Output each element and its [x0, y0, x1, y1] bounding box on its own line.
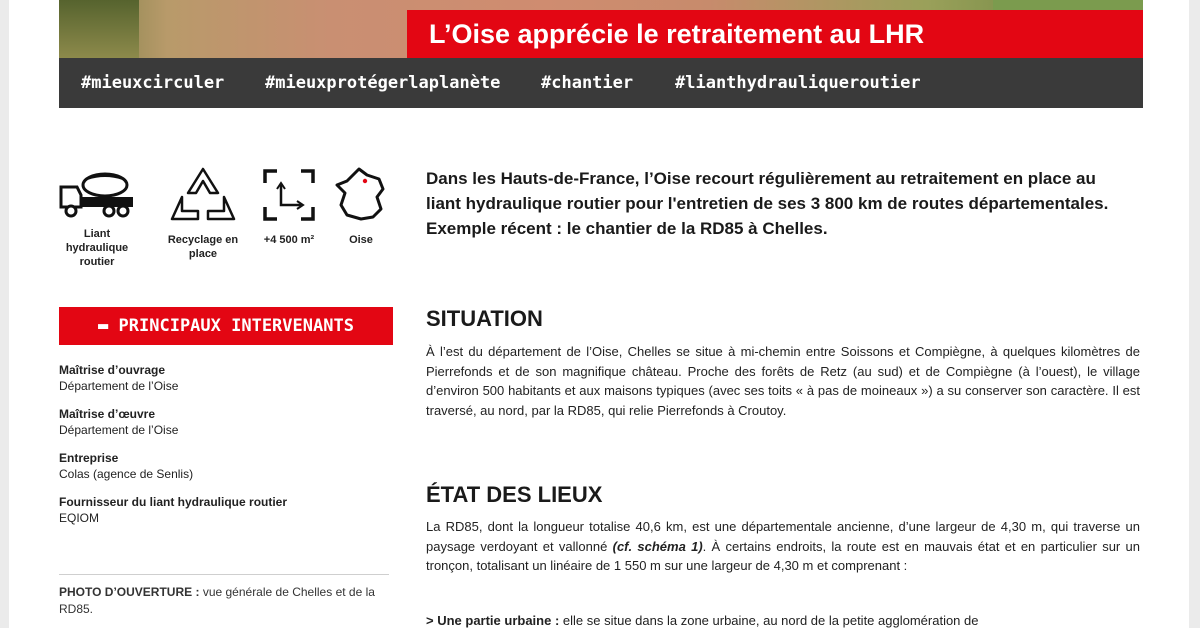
bullet-lead: > Une partie urbaine : [426, 613, 560, 628]
etat-bullet [426, 611, 1140, 628]
france-map-icon [331, 165, 391, 225]
truck-icon [57, 165, 139, 219]
section-heading-situation: SITUATION [426, 306, 543, 331]
key-figures [55, 165, 395, 285]
caption-text: vue générale de Chelles et de la RD85. [59, 585, 375, 616]
key-figure-recycling [163, 165, 243, 261]
role-value: EQIOM [59, 511, 100, 525]
role-value: Département de l’Oise [59, 379, 179, 393]
situation-paragraph: À l’est du département de l’Oise, Chelles se situe à mi-chemin entre Soissons et Compiègne, à quelques kilomètres de Pierrefonds et de son magnifique château. Proche des forêts de Retz (au sud) et de Compiègne (à l’ouest), le village d’environ 500 habitants et aux maisons typiques (avec ses toits « à pas de moineaux ») a su conserver son caractère. Il est traversé, au nord, par la RD85, qui relie Pierrefonds à Croutoy. [426, 344, 1140, 418]
hashtag[interactable]: #lianthydrauliqueroutier [675, 73, 921, 93]
area-icon [259, 165, 319, 225]
role-item [59, 494, 389, 526]
title-banner: L’Oise apprécie le retraitement au LHR [407, 10, 1143, 58]
role-item [59, 406, 389, 438]
role-item [59, 450, 389, 482]
caption-label: PHOTO D’OUVERTURE : [59, 585, 200, 599]
key-figure-label: Recyclage en place [167, 234, 239, 260]
schema-reference: (cf. schéma 1) [612, 538, 703, 554]
hashtag[interactable]: #mieuxprotégerlaplanète [265, 73, 501, 93]
hashtag[interactable]: #chantier [541, 73, 634, 93]
photo-caption [59, 584, 389, 618]
etat-text-before: La RD85, dont la longueur totalise 40,6 km, est une départementale ancienne, d’une largeur de 4,30 m, qui traverse un paysage verdoyant et vallonné [426, 519, 1140, 554]
role-title: Maîtrise d’œuvre [59, 407, 156, 421]
section-heading-intervenants [59, 307, 393, 345]
recycle-icon [168, 165, 238, 225]
role-title: Maîtrise d’ouvrage [59, 363, 166, 377]
role-value: Département de l’Oise [59, 423, 179, 437]
photo-ridge [59, 0, 139, 58]
role-item [59, 362, 389, 394]
role-title: Entreprise [59, 451, 119, 465]
etat-paragraph [426, 517, 1140, 576]
key-figure-binder [57, 165, 137, 269]
section-heading-etat: ÉTAT DES LIEUX [426, 482, 603, 507]
hashtag-bar [59, 58, 1143, 108]
intervenants-list [59, 362, 389, 538]
key-figure-location [321, 165, 401, 247]
key-figure-label: +4 500 m² [263, 234, 315, 246]
hashtag[interactable]: #mieuxcirculer [81, 73, 225, 93]
etat-text-after: . À certains endroits, la route est en mauvais état et en particulier sur un tronçon, totalisant un linéaire de 1 550 m sur une largeur de 4,30 m et comprenant : [426, 538, 1140, 573]
bullet-text: elle se situe dans la zone urbaine, au nord de la petite agglomération de [562, 613, 979, 628]
role-value: Colas (agence de Senlis) [59, 467, 194, 481]
intervenants-heading-text: PRINCIPAUX INTERVENANTS [118, 316, 354, 336]
key-figure-label: Oise [349, 234, 373, 246]
document-page [9, 0, 1189, 628]
key-figure-label: Liant hydraulique routier [65, 228, 129, 268]
key-figure-area [249, 165, 329, 247]
role-title: Fournisseur du liant hydraulique routier [59, 495, 288, 509]
divider [59, 574, 389, 575]
intro-paragraph: Dans les Hauts-de-France, l’Oise recourt régulièrement au retraitement en place au liant hydraulique routier pour l'entretien de ses 3 800 km de routes départementales. Exemple récent : le chantier de la RD85 à Chelles. [426, 169, 1109, 238]
folder-icon: ▬ [98, 316, 119, 336]
